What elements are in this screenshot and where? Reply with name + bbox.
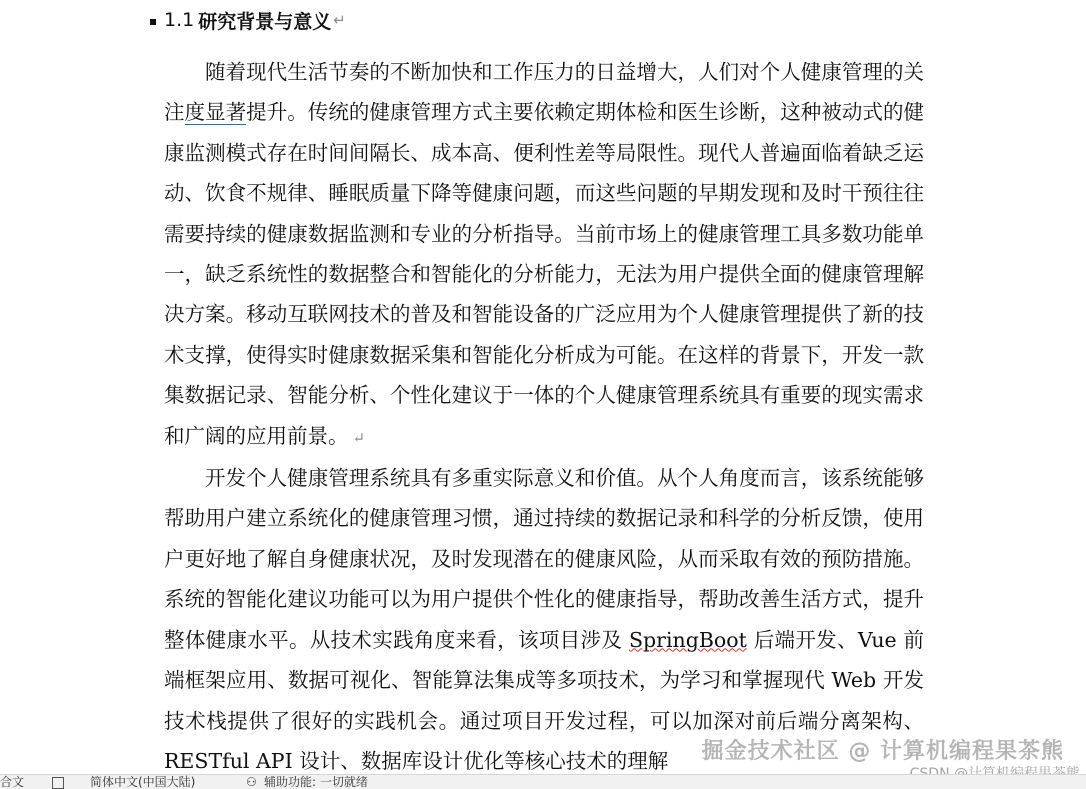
section-number: 1.1	[164, 9, 195, 31]
paragraph-2[interactable]	[164, 458, 924, 781]
status-input-language[interactable]: 简体中文(中国大陆)	[90, 775, 196, 789]
heading-bullet	[150, 19, 156, 25]
proofing-icon[interactable]	[52, 775, 68, 789]
grammar-underline[interactable]: 度显著	[184, 100, 247, 125]
document-body[interactable]	[164, 52, 924, 781]
spelling-underline[interactable]: SpringBoot	[629, 627, 747, 652]
status-accessibility[interactable]: 辅助功能: 一切就绪	[264, 775, 368, 789]
paragraph-2-text-a: 开发个人健康管理系统具有多重实际意义和价值。从个人角度而言，该系统能够帮助用户建立系统化的健康管理习惯，通过持续的数据记录和科学的分析反馈，使用户更好地了解自身健康状况，及时发现潜在的健康风险，从而采取有效的预防措施。系统的智能化建议功能可以为用户提供个性化的健康指导，帮助改善生活方式，提升整体健康水平。从技术实践角度来看，该项目涉及	[164, 466, 924, 652]
paragraph-1[interactable]	[164, 52, 924, 458]
accessibility-icon[interactable]: ⚇	[246, 775, 257, 789]
juejin-watermark: 掘金技术社区 @ 计算机编程果茶熊	[701, 739, 1064, 764]
section-heading	[150, 6, 346, 34]
paragraph-1-text-b: 提升。传统的健康管理方式主要依赖定期体检和医生诊断，这种被动式的健康监测模式存在时间间隔长、成本高、便利性差等局限性。现代人普遍面临着缺乏运动、饮食不规律、睡眠质量下降等健康问题，而这些问题的早期发现和及时干预往往需要持续的健康数据监测和专业的分析指导。当前市场上的健康管理工具多数功能单一，缺乏系统性的数据整合和智能化的分析能力，无法为用户提供全面的健康管理解决方案。移动互联网技术的普及和智能设备的广泛应用为个人健康管理提供了新的技术支撑，使得实时健康数据采集和智能化分析成为可能。在这样的背景下，开发一款集数据记录、智能分析、个性化建议于一体的个人健康管理系统具有重要的现实需求和广阔的应用前景。	[164, 100, 925, 448]
paragraph-1-text-a: 随着现代生活节奏的不断加快和工作压力的日益增大，人们对个人健康管理的关注	[164, 60, 924, 125]
paragraph-mark-icon: ↵	[333, 11, 346, 29]
section-title: 研究背景与意义	[198, 10, 332, 33]
paragraph-2-text-b: 后端开发、Vue 前端框架应用、数据可视化、智能算法集成等多项技术，为学习和掌握现代 Web 开发技术栈提供了很好的实践机会。通过项目开发过程，可以加深对前后端分离架构、RESTful API 设计、数据库设计优化等核心技术的理解	[164, 627, 924, 773]
status-bar	[0, 774, 1086, 789]
status-lang[interactable]: 合文	[0, 775, 25, 789]
paragraph-mark-icon: ↵	[352, 428, 366, 447]
